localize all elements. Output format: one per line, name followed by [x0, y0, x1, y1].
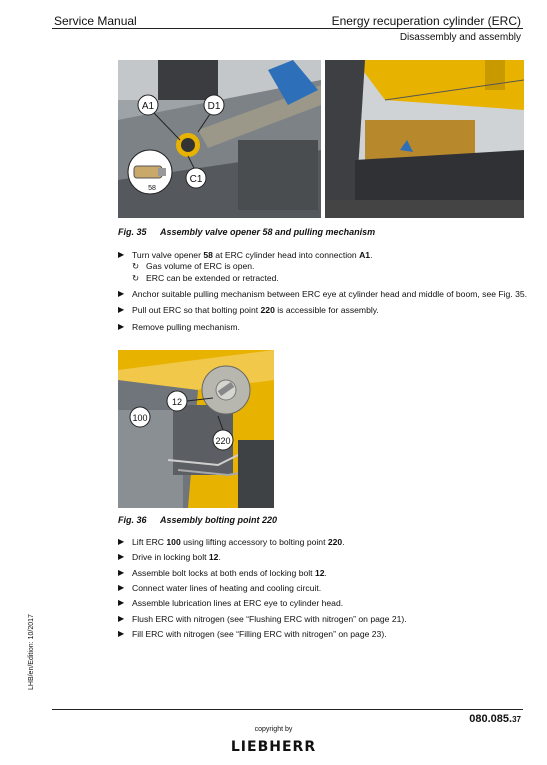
result-icon: ↻	[132, 261, 140, 272]
step-pull-out-erc: ▶ Pull out ERC so that bolting point 220 is accessible for assembly.	[118, 305, 379, 316]
figure-36-number: Fig. 36	[118, 515, 147, 525]
step-result-1: ↻ Gas volume of ERC is open.	[132, 261, 255, 272]
step-arrow-icon: ▶	[118, 537, 125, 546]
step-arrow-icon: ▶	[118, 288, 125, 298]
step-fill-erc: ▶ Fill ERC with nitrogen (see “Filling ERC with nitrogen” on page 23).	[118, 628, 387, 639]
steps-block-1	[118, 250, 537, 338]
callout-d1: D1	[207, 101, 221, 112]
step-assemble-bolt-locks: ▶ Assemble bolt locks at both ends of locking bolt 12.	[118, 567, 327, 578]
callout-220: 220	[215, 436, 231, 446]
step-assemble-lubrication-lines: ▶ Assemble lubrication lines at ERC eye to cylinder head.	[118, 598, 344, 609]
callout-a1: A1	[141, 101, 155, 112]
step-arrow-icon: ▶	[118, 321, 125, 331]
step-result-2: ↻ ERC can be extended or retracted.	[132, 272, 279, 283]
figure-36-caption	[118, 515, 277, 525]
copyright-text: copyright by	[254, 726, 293, 733]
footer-rule	[52, 709, 523, 710]
figure-35-photo-left	[118, 60, 321, 218]
step-lift-erc: ▶ Lift ERC 100 using lifting accessory to bolting point 220.	[118, 537, 345, 547]
step-drive-in-locking-bolt: ▶ Drive in locking bolt 12.	[118, 552, 221, 563]
step-flush-erc: ▶ Flush ERC with nitrogen (see “Flushing ERC with nitrogen” on page 21).	[118, 613, 407, 624]
step-arrow-icon: ▶	[118, 628, 125, 638]
liebherr-logo: LIEBHERR	[230, 739, 317, 755]
figure-35-number: Fig. 35	[118, 227, 147, 237]
figure-36-photo	[118, 350, 274, 508]
edition-sidebar-text: LHB/en/Edition: 10/2017	[28, 614, 35, 690]
header-section-title: Disassembly and assembly	[399, 32, 521, 43]
step-arrow-icon: ▶	[118, 613, 125, 623]
step-arrow-icon: ▶	[118, 582, 125, 592]
step-arrow-icon: ▶	[118, 598, 125, 608]
step-remove-pulling-mechanism: ▶ Remove pulling mechanism.	[118, 321, 240, 332]
callout-100: 100	[132, 413, 148, 423]
step-connect-water-lines: ▶ Connect water lines of heating and cooling circuit.	[118, 582, 322, 593]
step-arrow-icon: ▶	[118, 552, 125, 562]
callout-12: 12	[171, 397, 183, 407]
callout-c1: C1	[189, 174, 203, 185]
figure-35-title: Assembly valve opener 58 and pulling mechanism	[160, 227, 376, 237]
figure-35-caption	[118, 227, 375, 237]
header-chapter-title: Energy recuperation cylinder (ERC)	[331, 14, 521, 28]
step-anchor-pulling-mechanism: ▶ Anchor suitable pulling mechanism between ERC eye at cylinder head and middle of boom, see Fig. 35.	[118, 288, 528, 299]
step-turn-valve-opener: ▶ Turn valve opener 58 at ERC cylinder head into connection A1. ↻ Gas volume of ERC is open. ↻ ERC can be extended or retracted.	[118, 250, 537, 283]
page-suffix: 37	[512, 715, 521, 724]
step-arrow-icon: ▶	[118, 305, 125, 315]
header-manual-title: Service Manual	[54, 14, 137, 28]
result-icon: ↻	[132, 272, 140, 283]
step-arrow-icon: ▶	[118, 567, 125, 577]
header-rule	[52, 28, 523, 29]
figure-36-title: Assembly bolting point 220	[160, 515, 278, 525]
step-arrow-icon: ▶	[118, 250, 125, 259]
callout-58: 58	[148, 185, 156, 192]
document-number: 080.085.37	[469, 713, 521, 725]
figure-35-photo-right	[325, 60, 524, 218]
steps-block-2	[118, 537, 537, 644]
